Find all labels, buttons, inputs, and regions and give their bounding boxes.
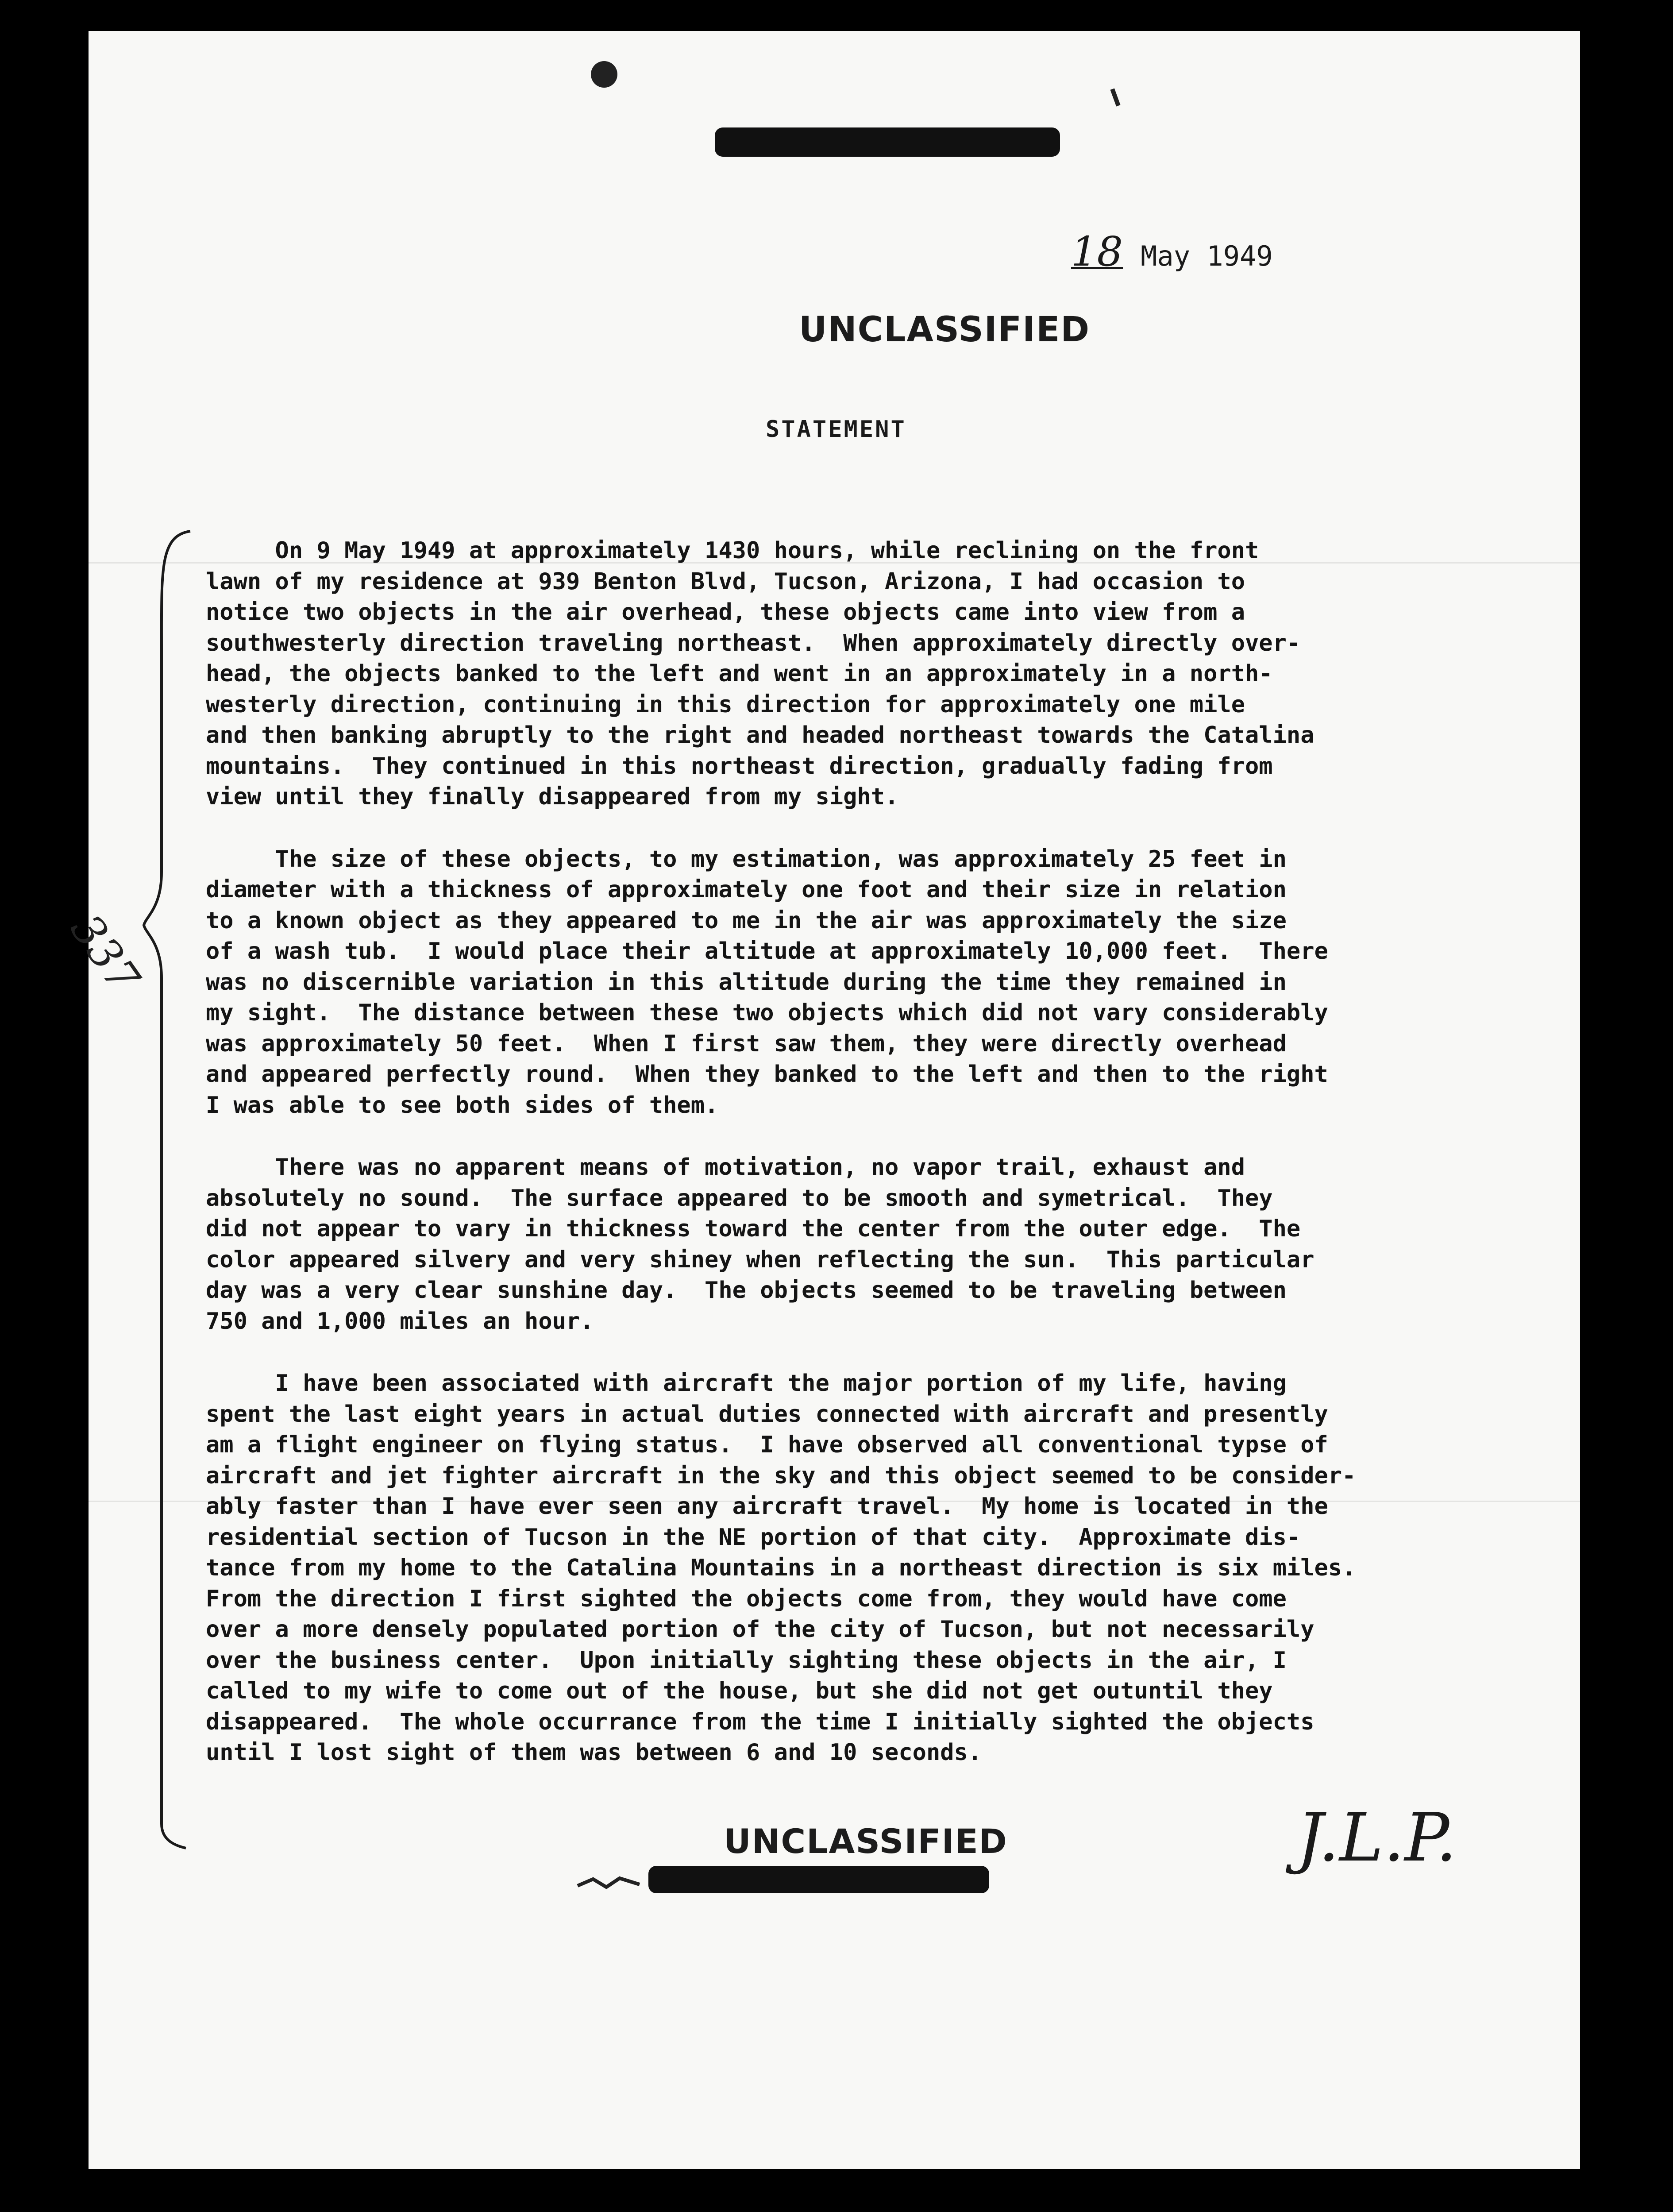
- statement-line: and appeared perfectly round. When they banked to the left and then to the right: [206, 1061, 1328, 1088]
- statement-line: head, the objects banked to the left and went in an approximately in a north-: [206, 660, 1273, 687]
- statement-line: From the direction I first sighted the objects come from, they would have come: [206, 1585, 1287, 1612]
- statement-line: disappeared. The whole occurrance from the time I initially sighted the objects: [206, 1708, 1314, 1735]
- margin-handwritten-number: 337: [60, 905, 150, 1002]
- statement-line: mountains. They continued in this northeast direction, gradually fading from: [206, 753, 1273, 780]
- statement-line: lawn of my residence at 939 Benton Blvd, Tucson, Arizona, I had occasion to: [206, 568, 1245, 595]
- statement-paragraph: [206, 1152, 1551, 1337]
- statement-line: tance from my home to the Catalina Mountains in a northeast direction is six miles.: [206, 1555, 1356, 1581]
- statement-line: On 9 May 1949 at approximately 1430 hours, while reclining on the front: [206, 537, 1259, 564]
- document-date: [1071, 228, 1273, 275]
- statement-paragraph: [206, 536, 1551, 813]
- statement-line: absolutely no sound. The surface appeared to be smooth and symetrical. They: [206, 1185, 1273, 1212]
- statement-paragraph: [206, 1368, 1551, 1768]
- statement-line: called to my wife to come out of the house, but she did not get outuntil they: [206, 1678, 1273, 1704]
- statement-line: southwesterly direction traveling northeast. When approximately directly over-: [206, 629, 1301, 656]
- statement-line: over the business center. Upon initially sighting these objects in the air, I: [206, 1647, 1287, 1674]
- document-page: [60, 31, 1580, 2169]
- statement-line: diameter with a thickness of approximately one foot and their size in relation: [206, 876, 1287, 903]
- date-day-handwritten: 18: [1071, 228, 1123, 275]
- statement-line: was approximately 50 feet. When I first saw them, they were directly overhead: [206, 1030, 1287, 1057]
- redaction-bar-top: [715, 127, 1060, 157]
- statement-line: to a known object as they appeared to me in the air was approximately the size: [206, 907, 1287, 934]
- scratch-mark: [575, 1875, 642, 1892]
- classification-stamp-bottom: UNCLASSIFIED: [724, 1822, 1008, 1861]
- date-month-year: May 1949: [1141, 240, 1273, 272]
- statement-line: am a flight engineer on flying status. I have observed all conventional typse of: [206, 1432, 1328, 1458]
- statement-line: residential section of Tucson in the NE portion of that city. Approximate dis-: [206, 1524, 1301, 1551]
- statement-line: was no discernible variation in this altitude during the time they remained in: [206, 969, 1287, 996]
- statement-line: did not appear to vary in thickness toward the center from the outer edge. The: [206, 1216, 1301, 1242]
- statement-line: aircraft and jet fighter aircraft in the sky and this object seemed to be consider-: [206, 1462, 1356, 1489]
- statement-paragraph: [206, 844, 1551, 1121]
- pen-mark: [1110, 88, 1120, 106]
- statement-line: westerly direction, continuing in this direction for approximately one mile: [206, 691, 1245, 718]
- statement-line: day was a very clear sunshine day. The objects seemed to be traveling between: [206, 1277, 1287, 1304]
- statement-line: of a wash tub. I would place their altitude at approximately 10,000 feet. There: [206, 938, 1328, 965]
- statement-line: notice two objects in the air overhead, these objects came into view from a: [206, 599, 1245, 625]
- statement-line: I have been associated with aircraft the major portion of my life, having: [206, 1370, 1287, 1397]
- statement-line: and then banking abruptly to the right and headed northeast towards the Catalina: [206, 722, 1314, 749]
- statement-line: view until they finally disappeared from my sight.: [206, 784, 899, 810]
- redaction-bar-bottom: [648, 1866, 989, 1893]
- punch-mark: [591, 61, 617, 88]
- statement-line: over a more densely populated portion of the city of Tucson, but not necessarily: [206, 1616, 1314, 1643]
- statement-line: I was able to see both sides of them.: [206, 1092, 719, 1119]
- document-title: STATEMENT: [766, 416, 906, 443]
- statement-line: 750 and 1,000 miles an hour.: [206, 1308, 594, 1335]
- classification-stamp-top: UNCLASSIFIED: [799, 310, 1091, 350]
- statement-body: [206, 536, 1551, 1800]
- statement-line: The size of these objects, to my estimation, was approximately 25 feet in: [206, 845, 1287, 872]
- margin-bracket: [142, 518, 195, 1850]
- handwritten-initials: J.L.P.: [1297, 1799, 1457, 1876]
- statement-line: color appeared silvery and very shiney when reflecting the sun. This particular: [206, 1246, 1314, 1273]
- statement-line: my sight. The distance between these two objects which did not vary considerably: [206, 1000, 1328, 1026]
- statement-line: There was no apparent means of motivation, no vapor trail, exhaust and: [206, 1154, 1245, 1181]
- statement-line: until I lost sight of them was between 6 and 10 seconds.: [206, 1739, 982, 1766]
- statement-line: ably faster than I have ever seen any aircraft travel. My home is located in the: [206, 1493, 1328, 1520]
- statement-line: spent the last eight years in actual duties connected with aircraft and presently: [206, 1401, 1328, 1428]
